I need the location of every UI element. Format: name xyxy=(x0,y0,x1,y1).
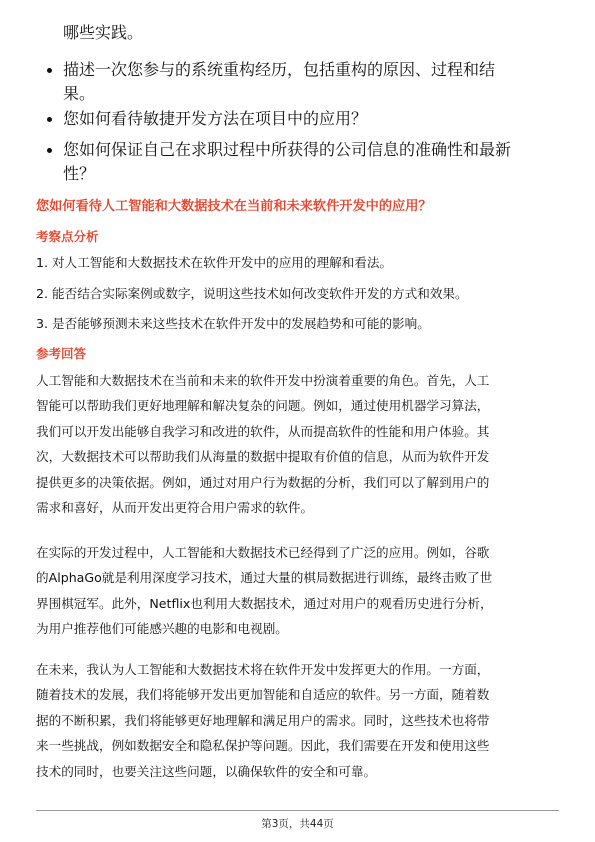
page-number: 第3页，共44页 xyxy=(261,818,334,830)
paragraph-line: 次，大数据技术可以帮助我们从海量的数据中提取有价值的信息，从而为软件开发 xyxy=(36,449,490,465)
answer-paragraph xyxy=(36,368,560,520)
bullet-line: 性？ xyxy=(63,164,96,183)
paragraph-line: 智能可以帮助我们更好地理解和解决复杂的问题。例如，通过使用机器学习算法， xyxy=(36,398,490,414)
bullet-dot-icon xyxy=(47,148,52,153)
bullet-item xyxy=(36,58,556,106)
paragraph-line: 人工智能和大数据技术在当前和未来的软件开发中扮演着重要的角色。首先，人工 xyxy=(36,373,490,388)
bullet-dot-icon xyxy=(47,117,52,122)
bullet-line: 描述一次您参与的系统重构经历，包括重构的原因、过程和结 xyxy=(63,60,496,79)
analysis-heading: 考察点分析 xyxy=(36,229,99,244)
paragraph-line: 我们可以开发出能够自我学习和改进的软件，从而提高软件的性能和用户体验。其 xyxy=(36,423,490,439)
bullet-line: 果。 xyxy=(63,84,96,103)
bullet-item xyxy=(36,107,556,131)
paragraph-line: 提供更多的决策依据。例如，通过对用户行为数据的分析，我们可以了解到用户的 xyxy=(36,474,490,490)
paragraph-line: 据的不断积累，我们将能够更好地理解和满足用户的需求。同时，这些技术也将带 xyxy=(36,712,490,728)
paragraph-line: 来一些挑战，例如数据安全和隐私保护等问题。因此，我们需要在开发和使用这些 xyxy=(36,738,490,754)
paragraph-line: 随着技术的发展，我们将能够开发出更加智能和自适应的软件。另一方面，随着数 xyxy=(36,687,490,703)
paragraph-line: 的AlphaGo就是利用深度学习技术，通过大量的棋局数据进行训练，最终击败了世 xyxy=(36,570,493,586)
analysis-item: 2. 能否结合实际案例或数字，说明这些技术如何改变软件开发的方式和效果。 xyxy=(36,286,468,301)
bullet-dot-icon xyxy=(47,68,52,73)
answer-heading: 参考回答 xyxy=(36,346,87,361)
footer-divider xyxy=(36,810,559,811)
bullet-continuation: 哪些实践。 xyxy=(63,23,144,42)
bullet-item xyxy=(36,138,556,186)
paragraph-line: 在未来，我认为人工智能和大数据技术将在软件开发中发挥更大的作用。一方面， xyxy=(36,662,490,677)
answer-paragraph xyxy=(36,657,560,784)
paragraph-line: 在实际的开发过程中，人工智能和大数据技术已经得到了广泛的应用。例如，谷歌 xyxy=(36,545,490,560)
answer-paragraph xyxy=(36,540,560,642)
bullet-line: 您如何保证自己在求职过程中所获得的公司信息的准确性和最新 xyxy=(63,140,512,159)
paragraph-line: 需求和喜好，从而开发出更符合用户需求的软件。 xyxy=(36,499,314,515)
paragraph-line: 界围棋冠军。此外，Netflix也利用大数据技术，通过对用户的观看历史进行分析， xyxy=(36,595,493,611)
analysis-item: 1. 对人工智能和大数据技术在软件开发中的应用的理解和看法。 xyxy=(36,255,393,270)
question-title: 您如何看待人工智能和大数据技术在当前和未来软件开发中的应用？ xyxy=(36,199,432,214)
analysis-item: 3. 是否能够预测未来这些技术在软件开发中的发展趋势和可能的影响。 xyxy=(36,316,430,331)
bullet-line: 您如何看待敏捷开发方法在项目中的应用？ xyxy=(63,109,368,128)
paragraph-line: 技术的同时，也要关注这些问题，以确保软件的安全和可靠。 xyxy=(36,763,377,779)
paragraph-line: 为用户推荐他们可能感兴趣的电影和电视剧。 xyxy=(36,621,288,637)
